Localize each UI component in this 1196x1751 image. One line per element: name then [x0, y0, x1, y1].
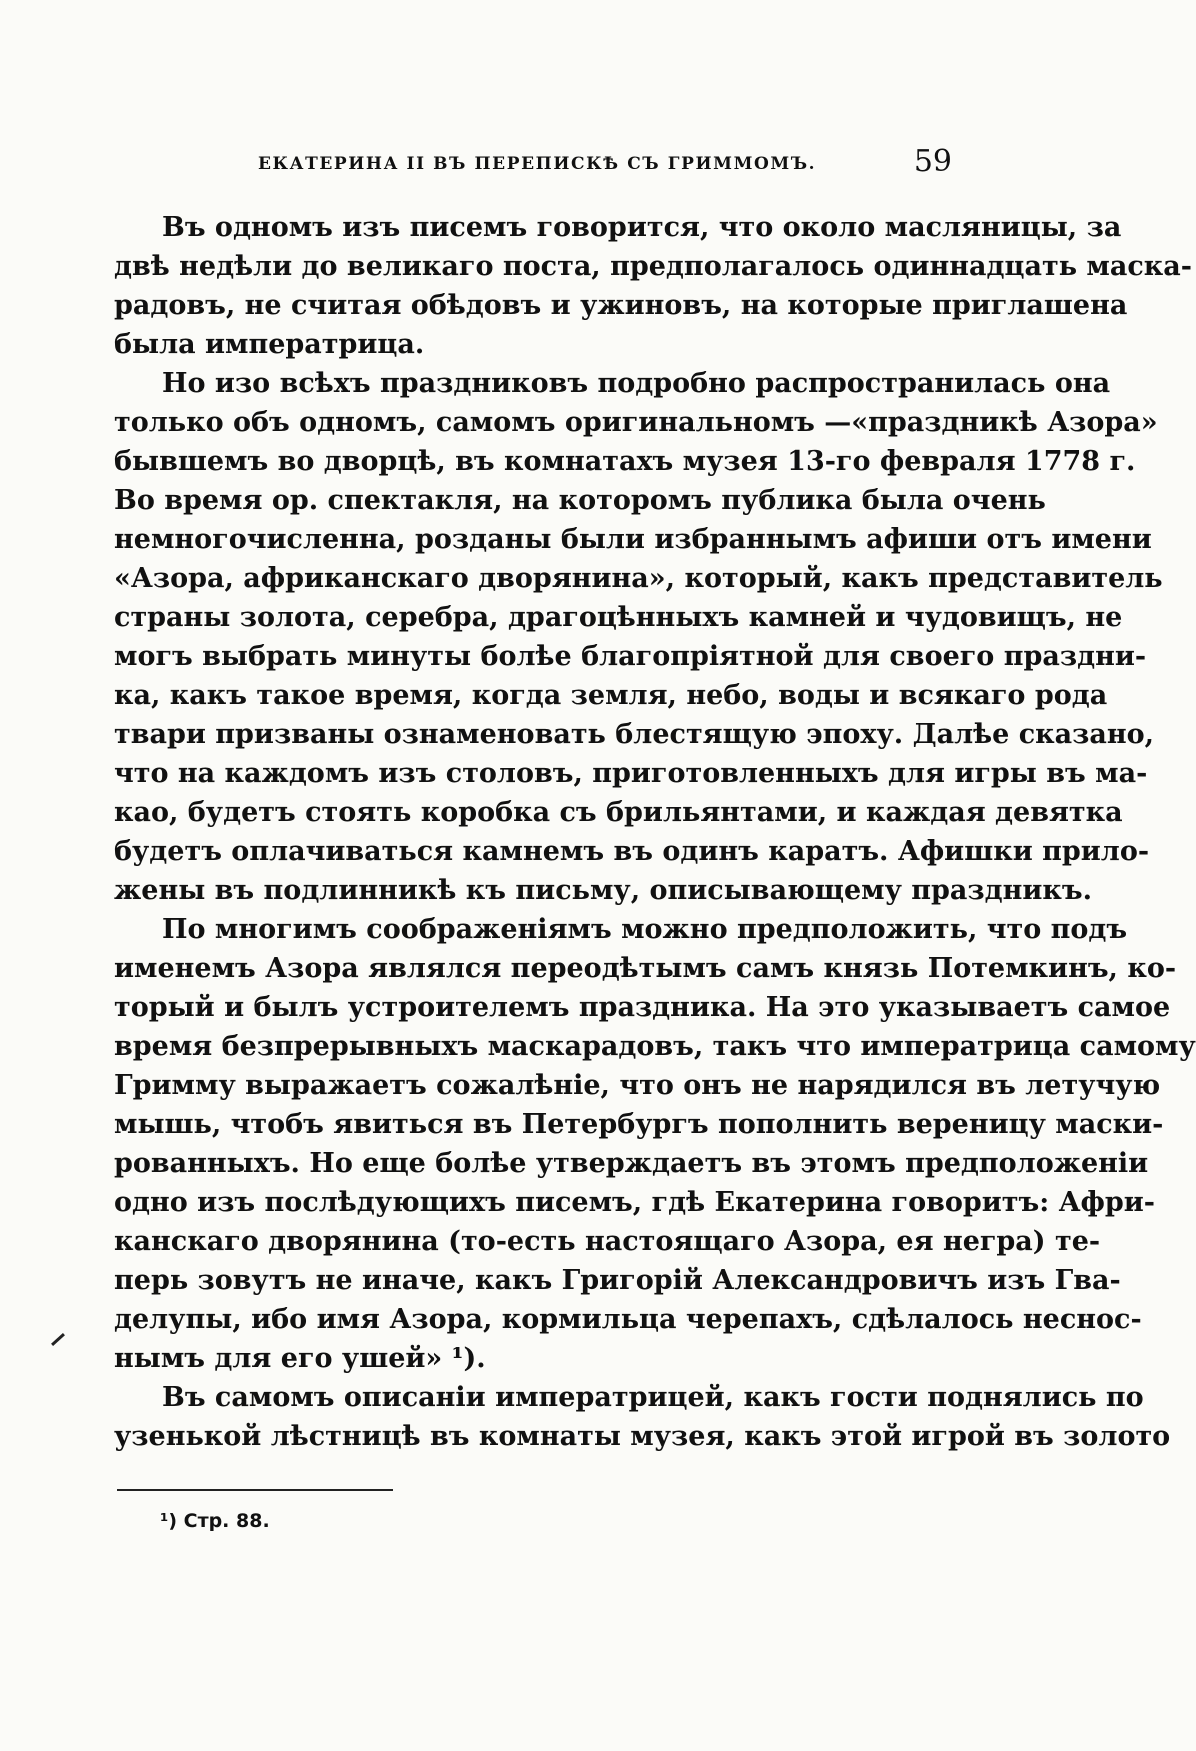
text-line: немногочисленна, розданы были избраннымъ афиши отъ имени — [114, 524, 1152, 555]
text-line: Но изо всѣхъ праздниковъ подробно распространилась она — [162, 368, 1111, 399]
text-line: одно изъ послѣдующихъ писемъ, гдѣ Екатерина говоритъ: Афри- — [114, 1187, 1156, 1218]
footnote: ¹) Стр. 88. — [160, 1510, 270, 1532]
text-line: бывшемъ во дворцѣ, въ комнатахъ музея 13-го февраля 1778 г. — [114, 446, 1136, 477]
text-line: канскаго дворянина (то-есть настоящаго Азора, ея негра) те- — [114, 1226, 1101, 1257]
margin-mark — [51, 1333, 65, 1346]
text-line: страны золота, серебра, драгоцѣнныхъ камней и чудовищъ, не — [114, 602, 1123, 633]
page-header — [258, 144, 952, 182]
text-line: время безпрерывныхъ маскарадовъ, такъ что императрица самому — [114, 1031, 1196, 1062]
text-line: радовъ, не считая обѣдовъ и ужиновъ, на которые приглашена — [114, 290, 1128, 321]
text-line: двѣ недѣли до великаго поста, предполагалось одиннадцать маска- — [114, 251, 1193, 282]
text-line: Во время op. спектакля, на которомъ публика была очень — [114, 485, 1046, 516]
footnote-rule — [117, 1489, 393, 1491]
text-line: торый и былъ устроителемъ праздника. На это указываетъ самое — [114, 992, 1171, 1023]
text-line: По многимъ соображеніямъ можно предположить, что подъ — [162, 914, 1128, 945]
text-line: као, будетъ стоять коробка съ брильянтами, и каждая девятка — [114, 797, 1123, 828]
text-line: мышь, чтобъ явиться въ Петербургъ пополнить вереницу маски- — [114, 1109, 1164, 1140]
page-number: 59 — [913, 144, 952, 179]
text-line: будетъ оплачиваться камнемъ въ одинъ каратъ. Афишки прило- — [114, 836, 1150, 867]
text-line: перь зовутъ не иначе, какъ Григорій Александровичъ изъ Гва- — [114, 1265, 1121, 1296]
text-line: узенькой лѣстницѣ въ комнаты музея, какъ этой игрой въ золото — [114, 1421, 1171, 1452]
text-line: только объ одномъ, самомъ оригинальномъ —«праздникѣ Азора» — [114, 407, 1158, 438]
text-line: Въ самомъ описаніи императрицей, какъ гости поднялись по — [162, 1382, 1144, 1413]
text-line: могъ выбрать минуты болѣе благопріятной для своего праздни- — [114, 641, 1147, 672]
text-line: рованныхъ. Но еще болѣе утверждаетъ въ этомъ предположеніи — [114, 1148, 1149, 1179]
text-line: была императрица. — [114, 329, 425, 360]
text-line: жены въ подлинникѣ къ письму, описывающему праздникъ. — [114, 875, 1093, 906]
text-line: нымъ для его ушей» ¹). — [114, 1343, 486, 1374]
text-line: делупы, ибо имя Азора, кормильца черепахъ, сдѣлалось неснос- — [114, 1304, 1142, 1335]
text-line: Гримму выражаетъ сожалѣніе, что онъ не нарядился въ летучую — [114, 1070, 1161, 1101]
text-line: что на каждомъ изъ столовъ, приготовленныхъ для игры въ ма- — [114, 758, 1148, 789]
body-text — [114, 208, 1196, 1456]
text-line: ка, какъ такое время, когда земля, небо, воды и всякаго рода — [114, 680, 1108, 711]
text-line: твари призваны ознаменовать блестящую эпоху. Далѣе сказано, — [114, 719, 1155, 750]
text-line: именемъ Азора являлся переодѣтымъ самъ князь Потемкинъ, ко- — [114, 953, 1177, 984]
text-line: «Азора, африканскаго дворянина», который, какъ представитель — [114, 563, 1163, 594]
text-line: Въ одномъ изъ писемъ говорится, что около масляницы, за — [162, 212, 1122, 243]
running-title: ЕКАТЕРИНА II ВЪ ПЕРЕПИСКѢ СЪ ГРИММОМЪ. — [258, 154, 817, 174]
